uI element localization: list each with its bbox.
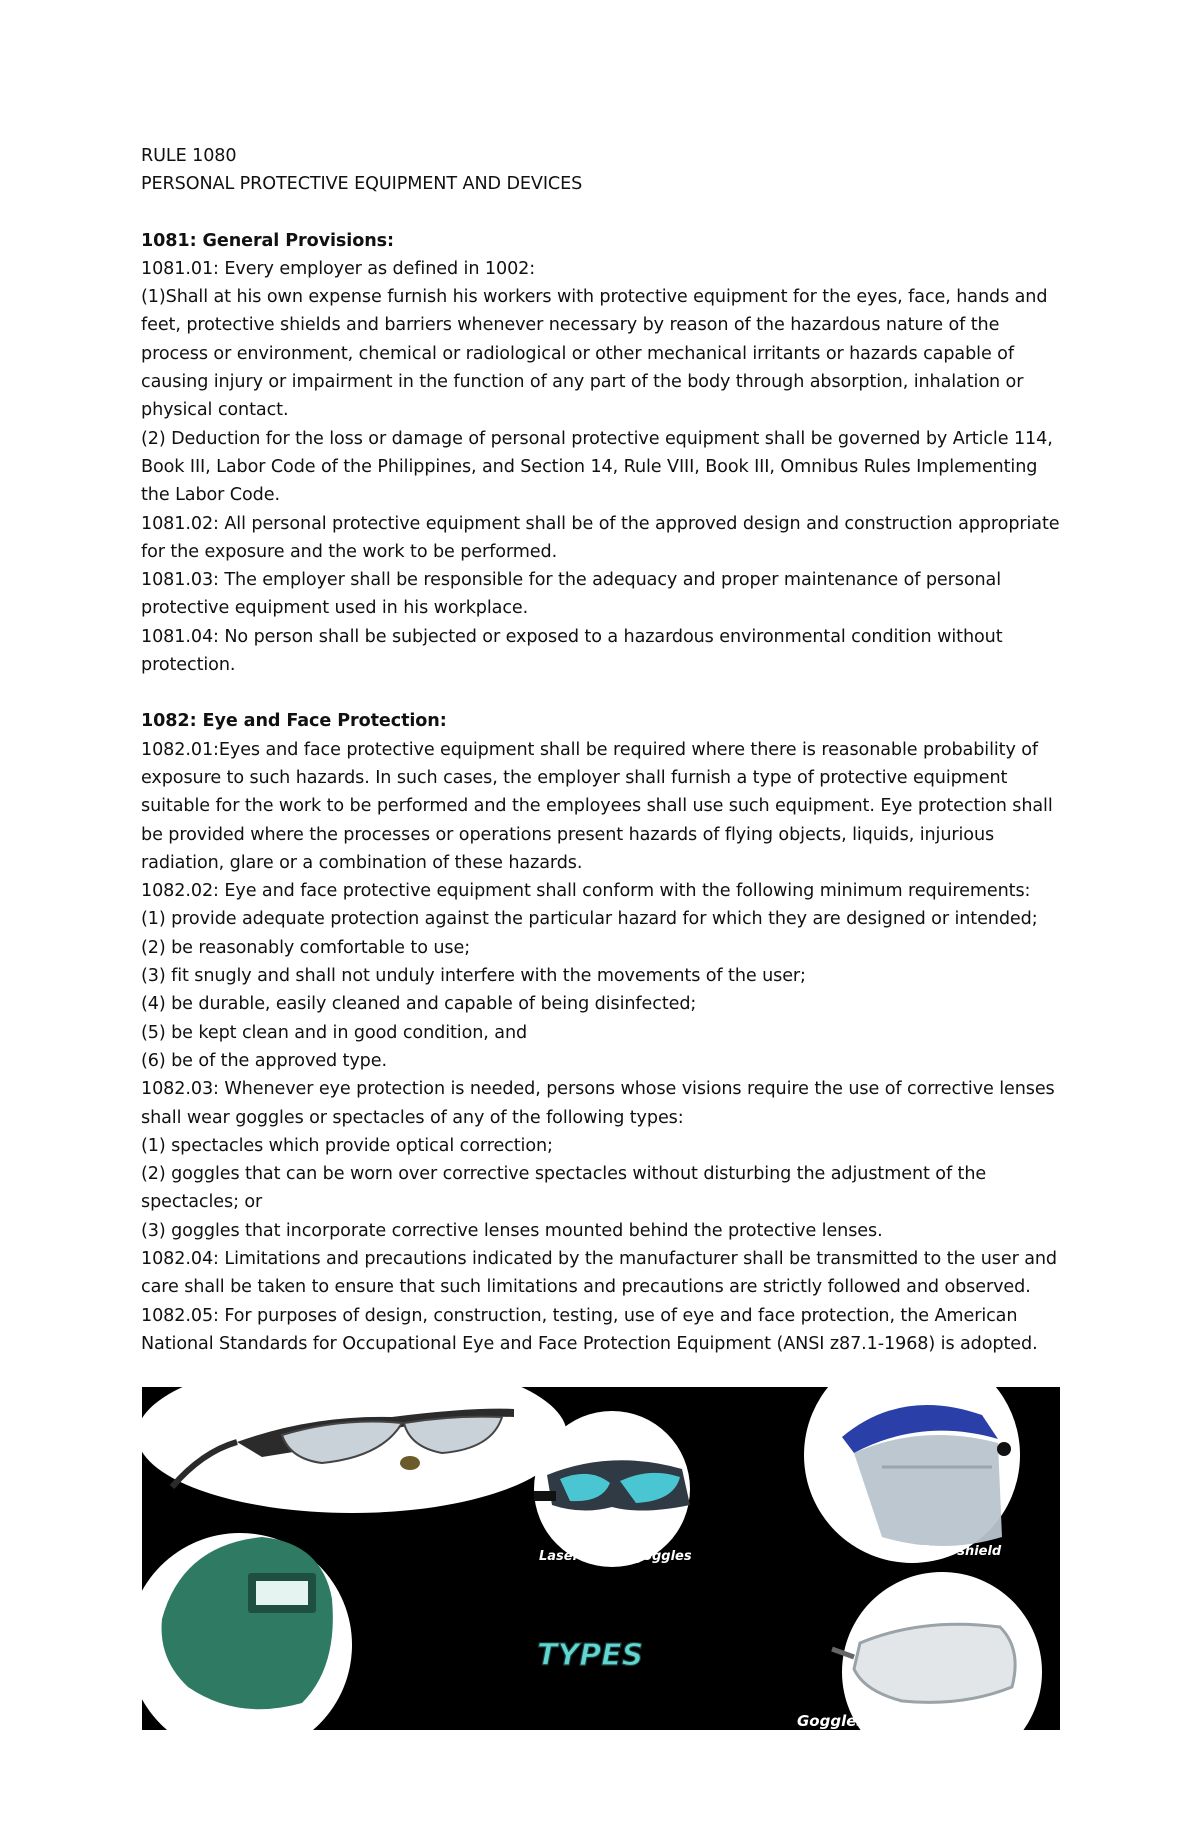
para-1082-04: 1082.04: Limitations and precautions indicated by the manufacturer shall be transmitted to the user and care shall be taken to ensure that such limitations and precautions are strictly followed and observed. xyxy=(141,1248,1057,1298)
laser-goggles-picture xyxy=(534,1411,690,1567)
safety-spectacles-label: Safety spectacles xyxy=(286,1483,445,1502)
goggles-label: Goggles xyxy=(797,1712,866,1730)
list-item: (2) be reasonably comfortable to use; xyxy=(141,937,471,958)
rule-title: PERSONAL PROTECTIVE EQUIPMENT AND DEVICES xyxy=(141,174,583,195)
para-1081-04: 1081.04: No person shall be subjected or exposed to a hazardous environmental condition without protection. xyxy=(141,626,1003,676)
welding-shield-label: welding shield xyxy=(162,1710,285,1728)
para-1081-03: 1081.03: The employer shall be responsible for the adequacy and proper maintenance of personal protective equipment used in his workplace. xyxy=(141,570,1002,619)
list-item: (1) spectacles which provide optical correction; xyxy=(141,1135,553,1156)
list-item: (3) fit snugly and shall not unduly interfere with the movements of the user; xyxy=(141,966,806,987)
types-title: TYPES xyxy=(537,1638,644,1673)
list-item: (6) be of the approved type. xyxy=(141,1050,387,1071)
list-item: (3) goggles that incorporate corrective lenses mounted behind the protective lenses. xyxy=(141,1220,883,1241)
list-item: (2) goggles that can be worn over corrective spectacles without disturbing the adjustment of the spectacles; or xyxy=(141,1164,987,1213)
para-1082-01: 1082.01:Eyes and face protective equipment shall be required where there is reasonable probability of exposure to such hazards. In such cases, the employer shall furnish a type of protective equipment suitable for the work to be performed and the employees shall use such equipment. Eye protection shall be provided where the processes or operations present hazards of flying objects, liquids, injurious radiation, glare or a combination of these hazards. xyxy=(141,739,1053,873)
rule-number: RULE 1080 xyxy=(141,146,237,166)
para-1082-02-intro: 1082.02: Eye and face protective equipment shall conform with the following minimum requirements: xyxy=(141,881,1031,902)
para-1081-01-intro: 1081.01: Every employer as defined in 1002: xyxy=(141,258,536,279)
para-1082-05: 1082.05: For purposes of design, construction, testing, use of eye and face protection, the American National Standards for Occupational Eye and Face Protection Equipment (ANSI z87.1-1968) is adopted. xyxy=(141,1305,1038,1354)
section-1081-heading: 1081: General Provisions: xyxy=(141,230,394,251)
para-1081-01-item-1: (1)Shall at his own expense furnish his workers with protective equipment for the eyes, face, hands and feet, protective shields and barriers whenever necessary by reason of the hazardous nature of the process or environment, chemical or radiological or other mechanical irritants or hazards capable of causing injury or impairment in the function of any part of the body through absorption, inhalation or physical contact. xyxy=(141,287,1048,421)
list-item: (4) be durable, easily cleaned and capable of being disinfected; xyxy=(141,994,697,1015)
list-item: (1) provide adequate protection against the particular hazard for which they are designed or intended; xyxy=(141,909,1038,930)
laser-goggles-label: Laser safety goggles xyxy=(539,1549,692,1564)
ppe-types-figure xyxy=(142,1387,1060,1730)
para-1082-03-intro: 1082.03: Whenever eye protection is needed, persons whose visions require the use of corrective lenses shall wear goggles or spectacles of any of the following types: xyxy=(141,1079,1055,1128)
list-item: (5) be kept clean and in good condition, and xyxy=(141,1022,528,1043)
section-1082-heading: 1082: Eye and Face Protection: xyxy=(141,711,447,732)
document-text xyxy=(141,142,1071,1358)
para-1081-01-item-2: (2) Deduction for the loss or damage of personal protective equipment shall be governed by Article 114, Book III, Labor Code of the Philippines, and Section 14, Rule VIII, Book III, Omnibus Rules Implementing the Labor Code. xyxy=(141,428,1053,506)
para-1081-02: 1081.02: All personal protective equipment shall be of the approved design and construction appropriate for the exposure and the work to be performed. xyxy=(141,513,1060,562)
face-shield-label: Face shield xyxy=(920,1544,1002,1559)
